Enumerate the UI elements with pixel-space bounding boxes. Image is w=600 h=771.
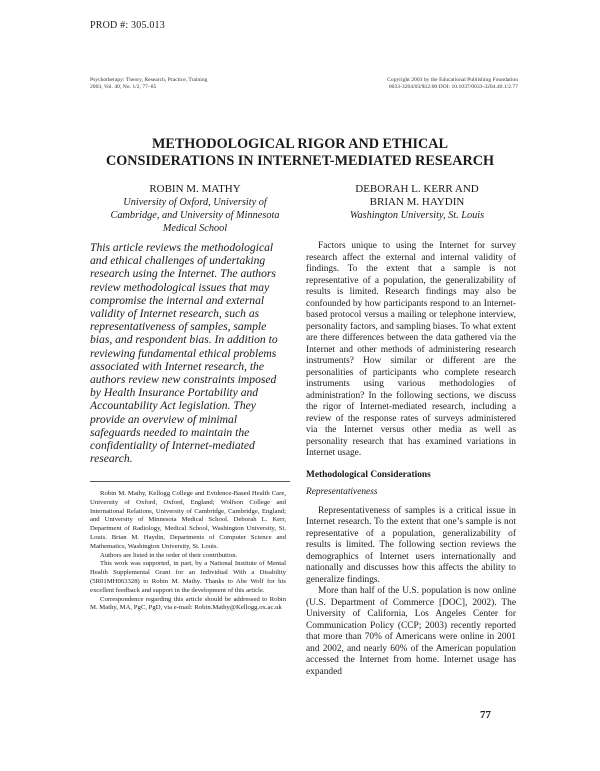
footnotes <box>90 490 286 613</box>
author-affiliation-line: Washington University, St. Louis <box>349 210 485 221</box>
author-name: ROBIN M. MATHY <box>149 183 241 195</box>
copyright-header-line: 0033-3204/03/$12.00 DOI: 10.1037/0033-3204.40.1/2.77 <box>388 84 518 90</box>
author-block-1 <box>90 183 300 235</box>
author-affiliation-line: University of Oxford, University of <box>123 197 267 208</box>
article-title-line: METHODOLOGICAL RIGOR AND ETHICAL <box>151 136 448 152</box>
journal-header <box>90 77 270 91</box>
footnote-paragraph: Robin M. Mathy, Kellogg College and Evidence-Based Health Care, University of Oxford, Oxford, England; Wolfson College and International Relations, University of Cambridge, Cambridge, England; and University of Minnesota Medical School. Deborah L. Kerr, Department of Radiology, Medical School, Washington University, St. Louis. Brian M. Haydin, Departments of Computer Science and Mathematics, Washington University, St. Louis. <box>90 490 286 550</box>
body-paragraph: Representativeness of samples is a critical issue in Internet research. To the extent that one’s sample is not representative of a population, generalizability of results is limited. The following section reviews the demographics of Internet users internationally and nationally and discusses how this affects the ability to generalize findings. <box>306 505 516 585</box>
footnote-divider <box>90 481 290 482</box>
abstract: This article reviews the methodological and ethical challenges of undertaking research using the Internet. The authors review methodological issues that may compromise the internal and external validity of Internet research, such as representativeness of samples, sample bias, and respondent bias. In addition to reviewing fundamental ethical problems associated with Internet research, the authors review new constraints imposed by Health Insurance Portability and Accountability Act legislation. They provide an overview of minimal safeguards needed to maintain the confidentiality of Internet-mediated research. <box>90 241 278 466</box>
section-heading: Methodological Considerations <box>306 469 431 480</box>
footnote-paragraph: Correspondence regarding this article should be addressed to Robin M. Mathy, MA, PgC, PgD, via e-mail: Robin.Mathy@Kellogg.ox.ac.uk <box>90 595 286 612</box>
author-name: BRIAN M. HAYDIN <box>369 196 465 208</box>
copyright-header-line: Copyright 2003 by the Educational Publishing Foundation <box>387 77 518 83</box>
author-name: DEBORAH L. KERR AND <box>355 183 479 195</box>
page-number: 77 <box>480 709 491 721</box>
author-affiliation-line: Cambridge, and University of Minnesota <box>110 210 280 221</box>
journal-header-line: 2003, Vol. 40, No. 1/2, 77–85 <box>90 84 157 90</box>
body-paragraph: More than half of the U.S. population is now online (U.S. Department of Commerce [DOC], 2002). The University of California, Los Angeles Center for Communication Policy (CCP; 2003) recently reported that more than 70% of Americans were online in 2001 and 2002, and nearly 60% of the American population accessed the Internet from home. Internet usage has expanded <box>306 586 516 677</box>
copyright-header <box>332 77 518 91</box>
subsection-heading: Representativeness <box>306 487 378 497</box>
author-affiliation-line: Medical School <box>162 223 228 234</box>
journal-header-line: Psychotherapy: Theory, Research, Practice, Training <box>90 77 208 83</box>
author-block-2 <box>312 183 522 222</box>
intro-paragraph: Factors unique to using the Internet for survey research affect the external and internal validity of findings. To the extent that a sample is not representative of a population, the generalizability of results is limited. Research findings may also be confounded by how participants respond to an Internet-based protocol versus a mailing or telephone interview, personality factors, and sampling biases. To what extent are there differences between the data gathered via the Internet and other methods of administering research instruments? How similar or different are the personalities of participants who complete research instruments using various methodologies of administration? In the following sections, we discuss the rigor of Internet-mediated research, including a review of the response rates of surveys administered via the Internet versus other media as well as personality research that has examined variations in Internet usage. <box>306 241 516 458</box>
article-title <box>70 136 530 170</box>
footnote-paragraph: This work was supported, in part, by a National Institute of Mental Health Supplemental Grant for an Individual With a Disability (5R01MH063328) to Robin M. Mathy. Thanks to Abe Wolf for his excellent feedback and support in the development of this article. <box>90 560 286 594</box>
prod-id: PROD #: 305.013 <box>90 20 165 31</box>
body-column <box>306 241 516 678</box>
article-title-line: CONSIDERATIONS IN INTERNET-MEDIATED RESEARCH <box>106 153 494 169</box>
footnote-paragraph: Authors are listed in the order of their contribution. <box>100 551 238 559</box>
